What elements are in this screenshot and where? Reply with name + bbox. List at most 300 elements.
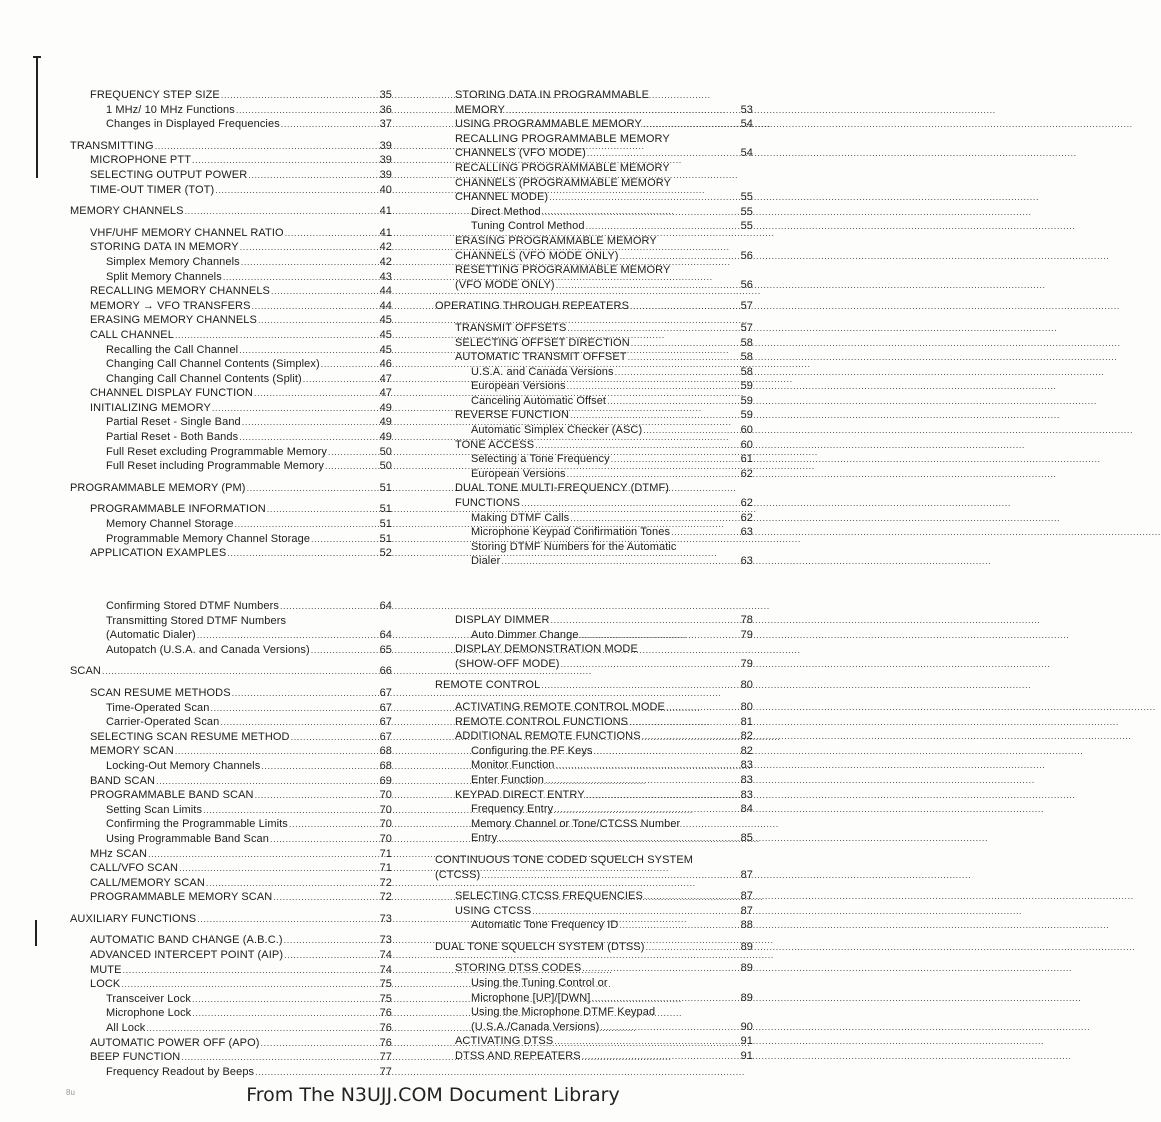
toc-entry-title: APPLICATION EXAMPLES (90, 547, 227, 560)
toc-page-number: 59 (740, 394, 753, 407)
toc-entry (70, 847, 392, 862)
toc-entry (435, 132, 753, 147)
toc-leader-dots (280, 599, 375, 614)
toc-page-number: 62 (740, 497, 753, 510)
toc-entry (70, 357, 392, 372)
toc-entry (70, 270, 392, 285)
toc-entry (435, 350, 753, 365)
toc-entry (435, 788, 753, 803)
toc-entry-title: USING PROGRAMMABLE MEMORY (455, 118, 642, 131)
toc-page-number: 49 (379, 416, 392, 429)
toc-page-number: 77 (379, 1051, 392, 1064)
toc-entry (70, 1021, 392, 1036)
toc-page-number: 66 (379, 665, 392, 678)
toc-entry (70, 803, 392, 818)
toc-entry-title: MEMORY (455, 103, 505, 116)
toc-entry (70, 517, 392, 532)
toc-entry (435, 802, 753, 817)
toc-page-number: 39 (379, 168, 392, 181)
toc-entry-title: Using the Tuning Control or (471, 977, 608, 990)
toc-entry-title: Entry (471, 832, 498, 845)
toc-page-number: 50 (379, 460, 392, 473)
toc-entry-title: ACTIVATING REMOTE CONTROL MODE (455, 700, 665, 713)
toc-leader-dots (291, 730, 375, 745)
toc-entry (70, 977, 392, 992)
toc-page-number: 41 (379, 226, 392, 239)
toc-entry (435, 278, 753, 293)
toc-entry (435, 88, 753, 103)
toc-entry (435, 263, 753, 278)
toc-entry-title: OPERATING THROUGH REPEATERS (435, 300, 630, 313)
toc-leader-dots (591, 991, 736, 1006)
toc-entry (435, 773, 753, 788)
toc-entry-title: (U.S.A./Canada Versions) (471, 1020, 600, 1033)
toc-page-number: 74 (379, 963, 392, 976)
toc-entry-title: MUTE (90, 963, 122, 976)
toc-page-number: 63 (740, 526, 753, 539)
toc-leader-dots (545, 773, 736, 788)
toc-page-number: 68 (379, 745, 392, 758)
toc-page-number: 76 (379, 1036, 392, 1049)
toc-entry-title: KEYPAD DIRECT ENTRY (455, 788, 585, 801)
page-corner-mark: 8u (66, 1088, 75, 1097)
toc-leader-dots (261, 759, 375, 774)
toc-leader-dots (532, 904, 736, 919)
toc-entry (70, 459, 392, 474)
toc-page-number: 40 (379, 183, 392, 196)
toc-page-number: 45 (379, 314, 392, 327)
toc-leader-dots (235, 517, 375, 532)
toc-leader-dots (554, 1034, 736, 1049)
toc-leader-dots (197, 912, 375, 927)
toc-entry (435, 940, 753, 955)
toc-entry (435, 853, 753, 868)
toc-leader-dots (642, 729, 736, 744)
toc-page-number: 87 (740, 868, 753, 881)
toc-leader-dots (284, 933, 375, 948)
toc-entry-title: Autopatch (U.S.A. and Canada Versions) (106, 643, 310, 656)
toc-entry (70, 643, 392, 658)
toc-page-number: 82 (740, 730, 753, 743)
toc-leader-dots (643, 117, 736, 132)
toc-leader-dots (215, 183, 375, 198)
toc-entry-title: MEMORY CHANNELS (70, 205, 184, 218)
toc-page-number: 89 (740, 991, 753, 1004)
toc-leader-dots (561, 657, 736, 672)
toc-entry-title: Using the Microphone DTMF Keypad (471, 1006, 656, 1019)
toc-page-number: 70 (379, 832, 392, 845)
toc-entry (70, 532, 392, 547)
toc-entry-title: BAND SCAN (90, 774, 156, 787)
toc-leader-dots (239, 343, 375, 358)
toc-leader-dots (644, 889, 736, 904)
toc-page-number: 36 (379, 103, 392, 116)
toc-leader-dots (254, 386, 375, 401)
toc-page-number: 81 (740, 715, 753, 728)
toc-page-number: 89 (740, 940, 753, 953)
toc-entry (435, 868, 753, 883)
toc-entry (435, 976, 753, 991)
toc-entry (435, 642, 753, 657)
toc-leader-dots (600, 1020, 736, 1035)
toc-entry (70, 744, 392, 759)
toc-entry (70, 343, 392, 358)
toc-entry-title: DISPLAY DEMONSTRATION MODE (455, 643, 638, 656)
toc-entry-title: REMOTE CONTROL (435, 679, 541, 692)
toc-page-number: 51 (379, 481, 392, 494)
toc-leader-dots (611, 452, 736, 467)
toc-entry (70, 401, 392, 416)
toc-leader-dots (281, 117, 375, 132)
toc-leader-dots (239, 430, 375, 445)
toc-entry-title: FREQUENCY STEP SIZE (90, 89, 220, 101)
toc-page-number: 70 (379, 789, 392, 802)
toc-page-number: 56 (740, 278, 753, 291)
toc-leader-dots (102, 664, 375, 679)
toc-entry (70, 153, 392, 168)
toc-page-number: 59 (740, 409, 753, 422)
toc-entry-title: PROGRAMMABLE MEMORY SCAN (90, 891, 273, 904)
toc-page-number: 37 (379, 118, 392, 131)
toc-entry (435, 525, 753, 540)
toc-entry (435, 299, 753, 314)
toc-page-number: 51 (379, 518, 392, 531)
toc-leader-dots (481, 868, 736, 883)
toc-entry (70, 933, 392, 948)
toc-leader-dots (247, 481, 375, 496)
toc-entry-title: SELECTING CTCSS FREQUENCIES (455, 890, 643, 903)
toc-leader-dots (607, 394, 736, 409)
toc-entry (70, 1036, 392, 1051)
toc-entry-title: Enter Function (471, 773, 544, 786)
toc-page-number: 41 (379, 205, 392, 218)
toc-entry-title: Microphone Lock (106, 1007, 192, 1020)
toc-page-number: 47 (379, 387, 392, 400)
toc-entry-title: VHF/UHF MEMORY CHANNEL RATIO (90, 226, 284, 239)
toc-entry (70, 730, 392, 745)
toc-entry (70, 788, 392, 803)
toc-leader-dots (541, 678, 736, 693)
toc-leader-dots (325, 459, 375, 474)
toc-entry-title: ADVANCED INTERCEPT POINT (AIP) (90, 949, 284, 962)
toc-entry (70, 502, 392, 517)
toc-leader-dots (175, 328, 375, 343)
toc-entry (435, 205, 753, 220)
toc-entry (70, 117, 392, 132)
toc-leader-dots (240, 240, 375, 255)
toc-page-number: 49 (379, 401, 392, 414)
toc-leader-dots (666, 700, 736, 715)
toc-entry-title: TRANSMIT OFFSETS (455, 321, 567, 334)
toc-page-number: 67 (379, 730, 392, 743)
toc-entry (435, 438, 753, 453)
toc-entry-title: (Automatic Dialer) (106, 629, 196, 642)
toc-page-number: 82 (740, 744, 753, 757)
toc-page-number: 42 (379, 241, 392, 254)
toc-entry (70, 168, 392, 183)
toc-page-number: 45 (379, 343, 392, 356)
toc-page-number: 70 (379, 818, 392, 831)
toc-leader-dots (521, 496, 736, 511)
toc-entry-title: STORING DATA IN PROGRAMMABLE (455, 89, 650, 101)
toc-entry (70, 546, 392, 561)
scan-margin-line (35, 920, 37, 946)
toc-leader-dots (203, 803, 375, 818)
toc-page-number: 79 (740, 628, 753, 641)
toc-entry (70, 599, 392, 614)
toc-leader-dots (620, 249, 736, 264)
toc-leader-dots (535, 438, 736, 453)
toc-entry (70, 415, 392, 430)
toc-leader-dots (223, 270, 375, 285)
toc-entry (70, 817, 392, 832)
toc-entry (435, 744, 753, 759)
toc-entry (70, 832, 392, 847)
toc-page-number: 78 (740, 614, 753, 626)
toc-leader-dots (582, 1049, 736, 1064)
toc-page-number: 64 (379, 600, 392, 612)
toc-entry-title: SCAN RESUME METHODS (90, 686, 231, 699)
toc-entry-title: RECALLING PROGRAMMABLE MEMORY (455, 132, 670, 145)
toc-entry-title: DUAL TONE MULTI-FREQUENCY (DTMF) (455, 482, 670, 495)
toc-entry-title: Programmable Memory Channel Storage (106, 532, 311, 545)
toc-leader-dots (303, 372, 375, 387)
toc-page-number: 77 (379, 1065, 392, 1078)
toc-entry-title: Split Memory Channels (106, 270, 222, 283)
toc-entry (70, 1065, 392, 1080)
toc-entry-title: Confirming Stored DTMF Numbers (106, 600, 279, 612)
toc-entry (435, 613, 753, 628)
toc-entry-title: Using Programmable Band Scan (106, 832, 269, 845)
toc-leader-dots (192, 992, 375, 1007)
toc-page-number: 80 (740, 700, 753, 713)
toc-entry-title: Storing DTMF Numbers for the Automatic (471, 540, 677, 553)
toc-entry (70, 103, 392, 118)
toc-leader-dots (148, 847, 375, 862)
toc-page-number: 90 (740, 1020, 753, 1033)
toc-entry-title: Simplex Memory Channels (106, 255, 240, 268)
toc-entry (435, 423, 753, 438)
toc-entry (435, 904, 753, 919)
toc-entry-title: Changing Call Channel Contents (Simplex) (106, 358, 320, 371)
toc-entry-title: (CTCSS) (435, 868, 481, 881)
toc-entry (435, 511, 753, 526)
toc-entry (435, 991, 753, 1006)
toc-entry (435, 554, 753, 569)
toc-entry (70, 88, 392, 103)
toc-leader-dots (242, 415, 375, 430)
toc-entry-title: MHz SCAN (90, 847, 148, 860)
toc-leader-dots (551, 613, 736, 628)
toc-entry-title: CHANNELS (VFO MODE) (455, 147, 586, 160)
toc-entry-title: CONTINUOUS TONE CODED SQUELCH SYSTEM (435, 853, 694, 866)
toc-page-number: 76 (379, 1007, 392, 1020)
toc-entry (70, 948, 392, 963)
toc-entry (70, 313, 392, 328)
toc-column-upper-right (435, 88, 753, 569)
toc-page-number: 45 (379, 328, 392, 341)
toc-leader-dots (227, 546, 375, 561)
toc-entry-title: All Lock (106, 1022, 146, 1035)
toc-entry-title: European Versions (471, 467, 566, 480)
toc-leader-dots (628, 350, 736, 365)
toc-entry-title: ERASING MEMORY CHANNELS (90, 314, 257, 327)
toc-leader-dots (258, 313, 375, 328)
toc-page-number: 91 (740, 1035, 753, 1048)
toc-leader-dots (284, 948, 375, 963)
toc-page-number: 87 (740, 904, 753, 917)
toc-leader-dots (156, 774, 375, 789)
toc-leader-dots (255, 788, 375, 803)
toc-page-number: 89 (740, 962, 753, 975)
toc-page-number: 63 (740, 555, 753, 568)
toc-entry (435, 1020, 753, 1035)
toc-page-number: 68 (379, 759, 392, 772)
toc-page-number: 52 (379, 547, 392, 560)
toc-entry (70, 992, 392, 1007)
toc-leader-dots (212, 401, 375, 416)
toc-entry (435, 234, 753, 249)
toc-leader-dots (155, 139, 375, 154)
toc-entry (70, 299, 392, 314)
toc-page-number: 87 (740, 890, 753, 903)
toc-leader-dots (185, 204, 375, 219)
toc-leader-dots (197, 628, 375, 643)
toc-entry-title: RESETTING PROGRAMMABLE MEMORY (455, 264, 671, 277)
toc-entry (70, 204, 392, 219)
toc-entry-title: CALL/MEMORY SCAN (90, 876, 205, 889)
toc-page-number: 73 (379, 934, 392, 947)
toc-entry-title: AUXILIARY FUNCTIONS (70, 912, 197, 925)
toc-page-number: 43 (379, 270, 392, 283)
toc-entry-title: U.S.A. and Canada Versions (471, 365, 614, 378)
toc-page-number: 62 (740, 511, 753, 524)
toc-entry-title: Auto Dimmer Change (471, 628, 579, 641)
toc-leader-dots (175, 744, 375, 759)
toc-leader-dots (567, 321, 736, 336)
toc-page-number: 44 (379, 285, 392, 298)
toc-entry-title: CHANNELS (VFO MODE ONLY) (455, 249, 619, 262)
toc-leader-dots (289, 817, 375, 832)
toc-leader-dots (570, 408, 736, 423)
toc-leader-dots (629, 715, 736, 730)
toc-entry-title: 1 MHz/ 10 MHz Functions (106, 103, 235, 116)
footer-library-credit: From The N3UJJ.COM Document Library (246, 1084, 620, 1106)
toc-page-number: 70 (379, 803, 392, 816)
toc-leader-dots (554, 802, 736, 817)
toc-page-number: 76 (379, 1022, 392, 1035)
toc-entry (435, 758, 753, 773)
toc-entry-title: ADDITIONAL REMOTE FUNCTIONS (455, 730, 641, 743)
toc-page-number: 57 (740, 321, 753, 334)
toc-entry-title: Frequency Readout by Beeps (106, 1065, 255, 1078)
toc-leader-dots (255, 1065, 375, 1080)
toc-entry-title: (SHOW-OFF MODE) (455, 657, 560, 670)
toc-page-number: 49 (379, 431, 392, 444)
toc-entry-title: Making DTMF Calls (471, 511, 570, 524)
toc-page-number: 55 (740, 220, 753, 233)
toc-entry (70, 139, 392, 154)
toc-leader-dots (556, 278, 736, 293)
toc-leader-dots (273, 890, 375, 905)
toc-page-number: 71 (379, 847, 392, 860)
toc-column-lower-right (435, 613, 753, 1064)
toc-entry (435, 467, 753, 482)
toc-entry (70, 1006, 392, 1021)
toc-entry (70, 255, 392, 270)
toc-entry (70, 183, 392, 198)
toc-page-number: 60 (740, 438, 753, 451)
toc-leader-dots (192, 1006, 375, 1021)
toc-entry (435, 161, 753, 176)
toc-entry-title: Recalling the Call Channel (106, 343, 239, 356)
toc-leader-dots (248, 168, 375, 183)
toc-entry-title: Microphone Keypad Confirmation Tones (471, 526, 671, 539)
toc-leader-dots (220, 715, 375, 730)
toc-leader-dots (221, 88, 375, 103)
toc-entry (435, 481, 753, 496)
toc-entry-title: Microphone [UP]/[DWN] (471, 991, 591, 1004)
toc-entry-title: Carrier-Operated Scan (106, 716, 220, 729)
toc-entry-title: Transceiver Lock (106, 992, 191, 1005)
toc-entry (70, 226, 392, 241)
toc-entry-title: PROGRAMMABLE MEMORY (PM) (70, 481, 246, 494)
toc-page-number: 64 (379, 629, 392, 642)
toc-entry-title: Frequency Entry (471, 803, 554, 816)
toc-page-number: 39 (379, 154, 392, 167)
toc-leader-dots (506, 103, 736, 118)
toc-entry (435, 1005, 753, 1020)
toc-page-number: 62 (740, 467, 753, 480)
toc-leader-dots (271, 284, 375, 299)
toc-leader-dots (192, 153, 375, 168)
toc-page-number: 55 (740, 205, 753, 218)
toc-page-number: 59 (740, 380, 753, 393)
toc-entry-title: Tuning Control Method (471, 220, 585, 233)
toc-leader-dots (267, 502, 375, 517)
toc-leader-dots (556, 758, 736, 773)
toc-page-number: 83 (740, 788, 753, 801)
toc-entry-title: Confirming the Programmable Limits (106, 818, 288, 831)
toc-leader-dots (671, 525, 736, 540)
toc-entry-title: Configuring the PF Keys (471, 744, 593, 757)
toc-leader-dots (181, 1050, 375, 1065)
toc-entry (435, 219, 753, 234)
toc-leader-dots (252, 299, 375, 314)
toc-entry (70, 628, 392, 643)
toc-entry-title: PROGRAMMABLE BAND SCAN (90, 789, 254, 802)
toc-page-number: 67 (379, 716, 392, 729)
toc-leader-dots (594, 744, 736, 759)
toc-entry (435, 678, 753, 693)
toc-leader-dots (586, 788, 736, 803)
toc-entry-title: FUNCTIONS (455, 497, 521, 510)
toc-page-number: 58 (740, 351, 753, 364)
toc-entry-title: ACTIVATING DTSS (455, 1035, 554, 1048)
toc-page-number: 67 (379, 701, 392, 714)
toc-page-number: 47 (379, 372, 392, 385)
toc-leader-dots (580, 628, 736, 643)
toc-leader-dots (501, 554, 736, 569)
toc-entry (70, 328, 392, 343)
toc-leader-dots (206, 876, 375, 891)
toc-entry (70, 240, 392, 255)
toc-entry-title: PROGRAMMABLE INFORMATION (90, 503, 266, 516)
toc-leader-dots (321, 357, 375, 372)
toc-entry-title: BEEP FUNCTION (90, 1051, 181, 1064)
toc-page-number: 61 (740, 453, 753, 466)
toc-page-number: 79 (740, 657, 753, 670)
